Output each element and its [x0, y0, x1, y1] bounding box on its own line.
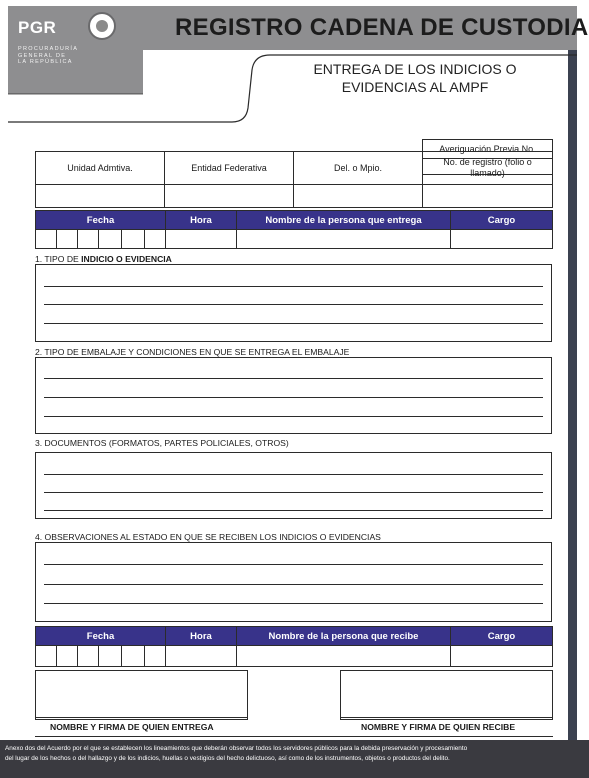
writing-line [44, 378, 543, 379]
section-3-title: 3. DOCUMENTOS (FORMATOS, PARTES POLICIALES, OTROS) [35, 438, 289, 448]
writing-line [44, 492, 543, 493]
recibe-fecha-digit[interactable] [98, 645, 122, 667]
entrega-nombre-field[interactable] [236, 229, 451, 249]
recibe-fecha-digit[interactable] [121, 645, 145, 667]
averiguacion-label: Averiguación Previa No. [422, 139, 553, 159]
writing-line [44, 603, 543, 604]
recibe-cargo-field[interactable] [450, 645, 553, 667]
writing-line [44, 416, 543, 417]
del-mpio-field[interactable] [293, 184, 423, 208]
recibe-fecha-digit[interactable] [56, 645, 78, 667]
section-4-title: 4. OBSERVACIONES AL ESTADO EN QUE SE RECIBEN LOS INDICIOS O EVIDENCIAS [35, 532, 381, 542]
page-edge-shadow [568, 40, 577, 740]
entrega-fecha-digit[interactable] [98, 229, 122, 249]
recibe-fecha-digit[interactable] [35, 645, 57, 667]
org-name: PROCURADURÍA GENERAL DE LA REPÚBLICA [18, 46, 79, 65]
section-1-box[interactable] [35, 264, 552, 342]
entidad-federativa-field[interactable] [164, 184, 294, 208]
signature-label-recibe: NOMBRE Y FIRMA DE QUIEN RECIBE [361, 722, 516, 732]
signature-line-entrega [35, 717, 248, 718]
entrega-nombre-header: Nombre de la persona que entrega [236, 210, 451, 230]
recibe-fecha-header: Fecha [35, 626, 166, 646]
entrega-fecha-digit[interactable] [35, 229, 57, 249]
entrega-fecha-digit[interactable] [121, 229, 145, 249]
unidad-admtiva-field[interactable] [35, 184, 165, 208]
footer-line-1: Anexo dos del Acuerdo por el que se establecen los lineamientos que deberán observar todos los servidores públicos para la debida preservación y procesamiento [5, 745, 468, 752]
entrega-cargo-header: Cargo [450, 210, 553, 230]
writing-line [44, 286, 543, 287]
legal-footer [0, 740, 589, 778]
form-subtitle: ENTREGA DE LOS INDICIOS O EVIDENCIAS AL AMPF [313, 61, 517, 95]
unidad-admtiva-header: Unidad Admtiva. [35, 151, 165, 185]
signature-box-recibe[interactable] [340, 670, 553, 720]
entrega-fecha-digit[interactable] [144, 229, 166, 249]
signature-label-entrega: NOMBRE Y FIRMA DE QUIEN ENTREGA [50, 722, 214, 732]
signature-line-recibe [340, 717, 553, 718]
recibe-cargo-header: Cargo [450, 626, 553, 646]
section-4-box[interactable] [35, 542, 552, 622]
recibe-fecha-digit[interactable] [144, 645, 166, 667]
entrega-fecha-header: Fecha [35, 210, 166, 230]
recibe-hora-field[interactable] [165, 645, 237, 667]
writing-line [44, 510, 543, 511]
writing-line [44, 474, 543, 475]
writing-line [44, 304, 543, 305]
no-registro-field[interactable] [422, 184, 553, 208]
section-1-title: 1. TIPO DE INDICIO O EVIDENCIA [35, 254, 172, 264]
writing-line [44, 323, 543, 324]
recibe-fecha-digit[interactable] [77, 645, 99, 667]
bottom-rule [35, 736, 553, 737]
form-title: REGISTRO CADENA DE CUSTODIA [175, 14, 589, 41]
section-2-box[interactable] [35, 357, 552, 434]
signature-box-entrega[interactable] [35, 670, 248, 720]
writing-line [44, 397, 543, 398]
entrega-cargo-field[interactable] [450, 229, 553, 249]
entidad-federativa-header: Entidad Federativa [164, 151, 294, 185]
entrega-fecha-digit[interactable] [56, 229, 78, 249]
no-registro-header: No. de registro (folio o llamado) [422, 151, 553, 185]
recibe-nombre-field[interactable] [236, 645, 451, 667]
entrega-hora-header: Hora [165, 210, 237, 230]
pgr-logo-text: PGR [18, 18, 57, 37]
writing-line [44, 564, 543, 565]
section-2-title: 2. TIPO DE EMBALAJE Y CONDICIONES EN QUE SE ENTREGA EL EMBALAJE [35, 347, 350, 357]
section-3-box[interactable] [35, 452, 552, 519]
entrega-hora-field[interactable] [165, 229, 237, 249]
del-mpio-header: Del. o Mpio. [293, 151, 423, 185]
footer-line-2: del lugar de los hechos o del hallazgo y de los indicios, huellas o vestigios del hecho delictuoso, así como de los instrumentos, objetos o productos del delito. [5, 755, 450, 762]
writing-line [44, 584, 543, 585]
recibe-nombre-header: Nombre de la persona que recibe [236, 626, 451, 646]
entrega-fecha-digit[interactable] [77, 229, 99, 249]
recibe-hora-header: Hora [165, 626, 237, 646]
